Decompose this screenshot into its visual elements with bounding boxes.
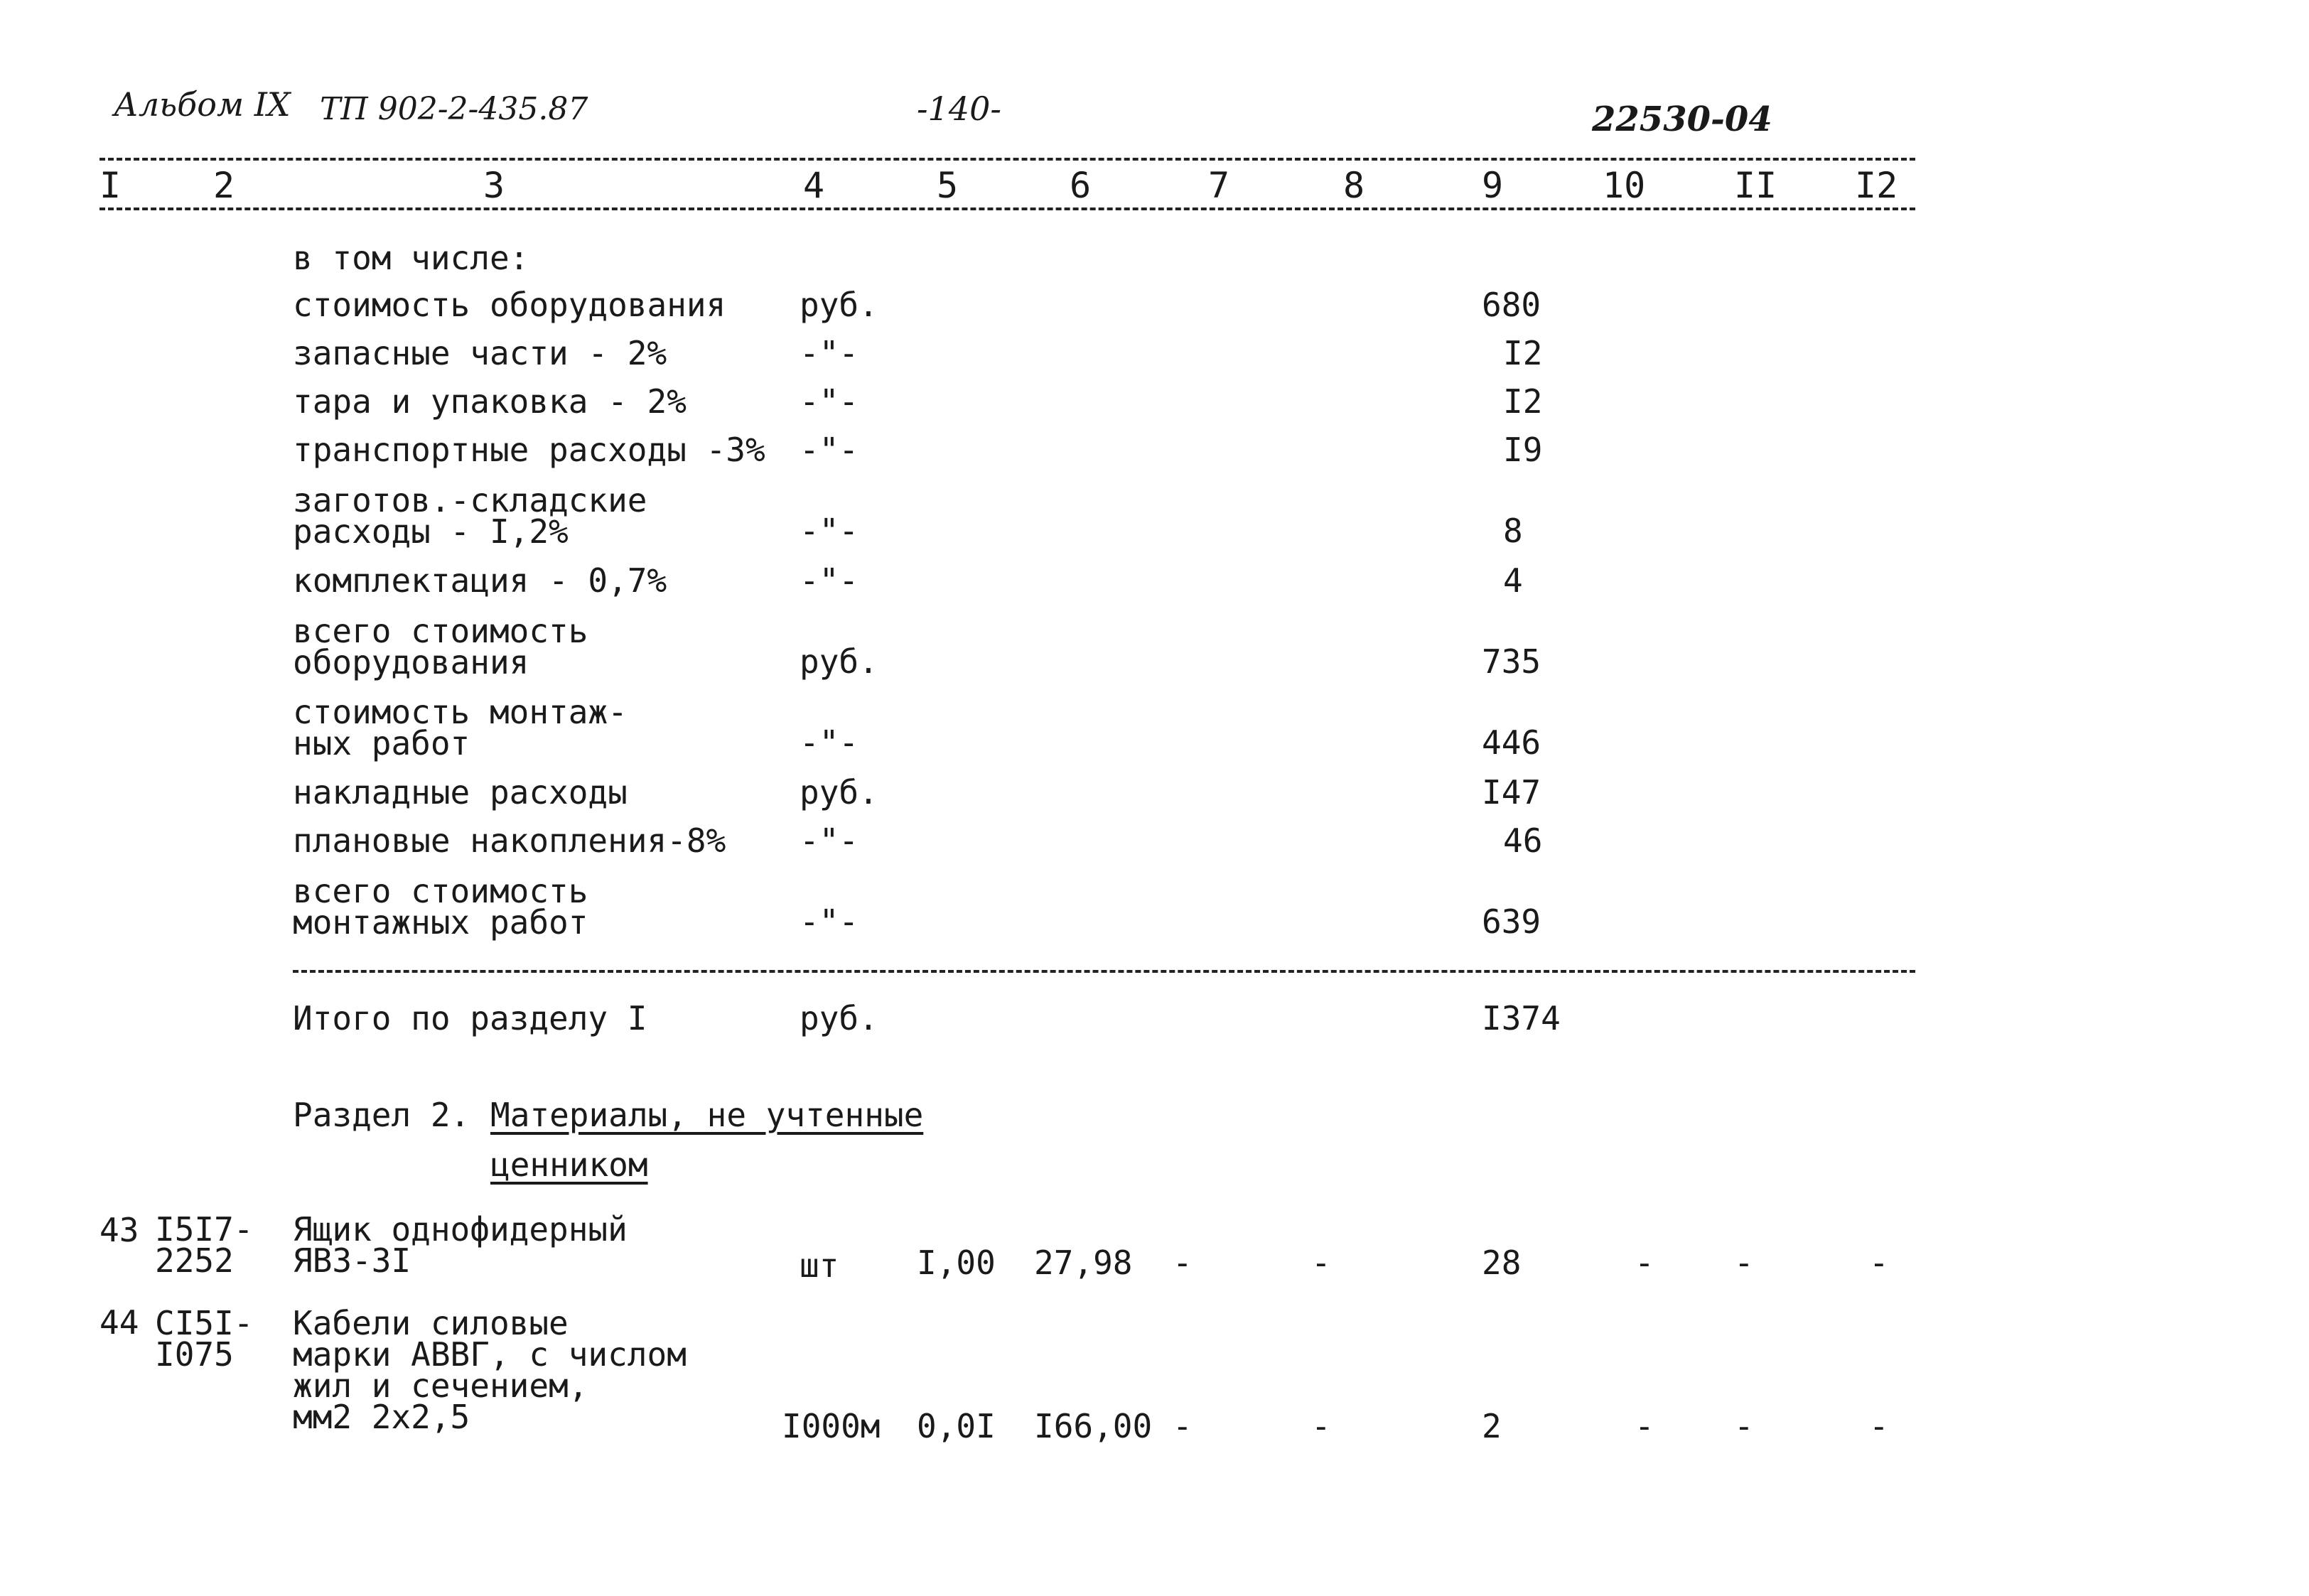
summary-unit: руб.: [800, 286, 878, 324]
column-10: 10: [1603, 165, 1646, 206]
section2-title-line1: Материалы, не учтенные: [490, 1096, 924, 1134]
item-unit: I000м: [782, 1407, 881, 1445]
item-col10: -: [1635, 1244, 1654, 1282]
item-quantity: 0,0I: [917, 1407, 996, 1445]
item-unit: шт: [800, 1246, 839, 1285]
section-separator: [293, 970, 1915, 973]
column-9: 9: [1482, 165, 1504, 206]
summary-unit: -"-: [800, 902, 859, 941]
summary-value: I47: [1482, 773, 1541, 812]
summary-unit: руб.: [800, 642, 878, 681]
item-quantity: I,00: [917, 1244, 996, 1282]
column-11: II: [1734, 165, 1777, 206]
summary-label: всего стоимость оборудования: [293, 612, 588, 681]
page-number: -140-: [917, 90, 1001, 128]
column-8: 8: [1343, 165, 1365, 206]
summary-unit: -"-: [800, 512, 859, 550]
summary-value: 680: [1482, 286, 1541, 324]
summary-unit: -"-: [800, 431, 859, 469]
item-col12: -: [1869, 1407, 1889, 1445]
total-label: Итого по разделу I: [293, 999, 647, 1037]
summary-unit: -"-: [800, 821, 859, 860]
item-col10: -: [1635, 1407, 1654, 1445]
summary-label: заготов.-складские расходы - I,2%: [293, 481, 647, 551]
summary-unit: -"-: [800, 561, 859, 600]
column-1: I: [99, 165, 122, 206]
summary-value: 446: [1482, 723, 1541, 762]
summary-unit: руб.: [800, 773, 878, 812]
column-7: 7: [1208, 165, 1230, 206]
summary-label: транспортные расходы -3%: [293, 431, 765, 469]
summary-label: накладные расходы: [293, 773, 628, 812]
item-col11: -: [1734, 1244, 1754, 1282]
summary-label: комплектация - 0,7%: [293, 561, 667, 600]
summary-value: 639: [1482, 902, 1541, 941]
summary-value: I2: [1503, 382, 1543, 421]
header-rule-top: [99, 158, 1915, 161]
summary-label: в том числе:: [293, 239, 529, 277]
item-col7: -: [1173, 1407, 1193, 1445]
column-3: 3: [483, 165, 505, 206]
item-code: I5I7- 2252: [155, 1210, 254, 1280]
item-total: 28: [1482, 1244, 1522, 1282]
section2-prefix: Раздел 2.: [293, 1096, 470, 1134]
item-name: Ящик однофидерный ЯВЗ-3I: [293, 1210, 628, 1280]
item-col7: -: [1173, 1244, 1193, 1282]
column-2: 2: [213, 165, 235, 206]
summary-value: 46: [1503, 821, 1543, 860]
summary-label: всего стоимость монтажных работ: [293, 872, 588, 942]
document-code: 22530-04: [1592, 99, 1772, 139]
album-label: Альбом IX: [114, 85, 291, 124]
summary-value: 4: [1503, 561, 1523, 600]
summary-label: запасные части - 2%: [293, 334, 667, 372]
summary-label: тара и упаковка - 2%: [293, 382, 687, 421]
summary-value: I9: [1503, 431, 1543, 469]
column-12: I2: [1855, 165, 1898, 206]
item-name: Кабели силовые марки АВВГ, с числом жил и сечением, мм2 2х2,5: [293, 1304, 687, 1436]
project-number: ТП 902-2-435.87: [320, 91, 588, 127]
item-price: 27,98: [1034, 1244, 1133, 1282]
summary-label: стоимость оборудования: [293, 286, 726, 324]
item-col12: -: [1869, 1244, 1889, 1282]
total-unit: руб.: [800, 999, 878, 1037]
item-col8: -: [1311, 1244, 1331, 1282]
section2-title-line2: ценником: [490, 1145, 648, 1184]
summary-label: плановые накопления-8%: [293, 821, 726, 860]
item-total: 2: [1482, 1407, 1502, 1445]
item-price: I66,00: [1034, 1407, 1153, 1445]
summary-unit: -"-: [800, 723, 859, 762]
column-6: 6: [1070, 165, 1092, 206]
column-4: 4: [803, 165, 825, 206]
summary-unit: -"-: [800, 382, 859, 421]
item-number: 43: [99, 1211, 139, 1249]
summary-value: 8: [1503, 512, 1523, 550]
summary-value: 735: [1482, 642, 1541, 681]
summary-label: стоимость монтаж- ных работ: [293, 693, 628, 762]
item-col11: -: [1734, 1407, 1754, 1445]
header-rule-bottom: [99, 207, 1915, 210]
item-number: 44: [99, 1303, 139, 1342]
summary-value: I2: [1503, 334, 1543, 372]
total-value: I374: [1482, 999, 1561, 1037]
item-col8: -: [1311, 1407, 1331, 1445]
summary-unit: -"-: [800, 334, 859, 372]
item-code: CI5I- I075: [155, 1304, 254, 1374]
column-5: 5: [937, 165, 959, 206]
